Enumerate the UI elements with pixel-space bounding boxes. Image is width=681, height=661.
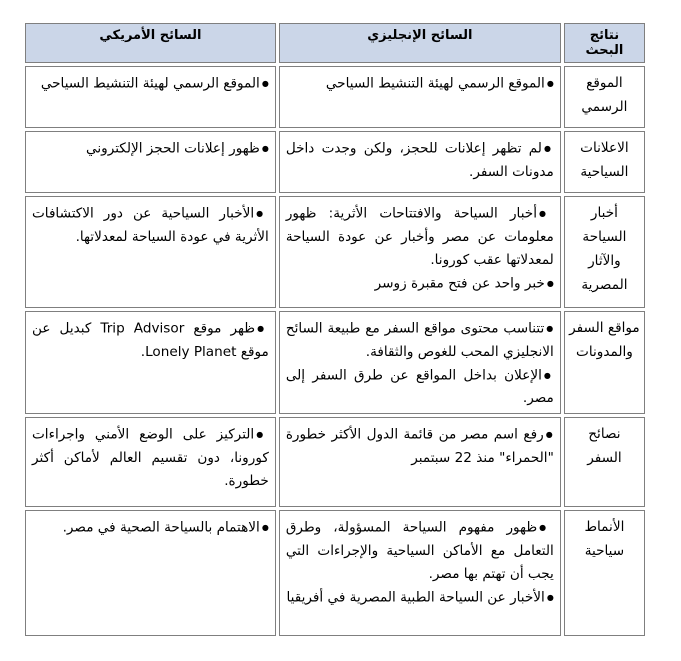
- bullet-item: ● لم تظهر إعلانات للحجز، ولكن وجدت داخل مدونات السفر.: [286, 137, 554, 184]
- header-row: [25, 23, 645, 63]
- category-line: السياحية: [580, 164, 629, 180]
- category-line: سياحية: [584, 543, 625, 559]
- american-cell: [25, 417, 276, 507]
- category-line: الرسمي: [581, 99, 628, 115]
- english-cell: [279, 417, 561, 507]
- bullet-item: ● الأخبار عن السياحة الطبية المصرية في أفريقيا: [286, 586, 554, 610]
- bullet-item: ● تتناسب محتوى مواقع السفر مع طبيعة السائح الانجليزي المحب للغوص والثقافة.: [286, 317, 554, 364]
- header-english-tourist: السائح الإنجليزي: [279, 23, 561, 63]
- row-category: [564, 417, 645, 507]
- row-category: [564, 131, 645, 193]
- english-cell: [279, 131, 561, 193]
- bullet-item: ● رفع اسم مصر من قائمة الدول الأكثر خطورة "الحمراء" منذ 22 سبتمبر: [286, 423, 554, 470]
- row-category: [564, 311, 645, 414]
- category-line: والمدونات: [576, 344, 633, 360]
- bullet-item: ● الاهتمام بالسياحة الصحية في مصر.: [32, 516, 269, 540]
- english-cell: [279, 510, 561, 636]
- category-line: الموقع: [586, 75, 623, 91]
- table-row: [25, 417, 645, 507]
- american-cell: [25, 66, 276, 128]
- bullet-item: ● الموقع الرسمي لهيئة التنشيط السياحي: [32, 72, 269, 96]
- header-results: نتائج البحث: [564, 23, 645, 63]
- bullet-item: ● ظهور إعلانات الحجز الإلكتروني: [32, 137, 269, 161]
- bullet-item: ● ظهر موقع Trip Advisor كبديل عن موقع Lonely Planet.: [32, 317, 269, 364]
- category-line: الأنماط: [584, 519, 625, 535]
- table-row: [25, 510, 645, 636]
- comparison-table-wrapper: [22, 20, 648, 639]
- comparison-table: [22, 20, 648, 639]
- category-line: والآثار: [588, 253, 621, 269]
- row-category: [564, 510, 645, 636]
- table-row: [25, 131, 645, 193]
- category-line: المصرية: [581, 277, 628, 293]
- bullet-item: ● الإعلان بداخل المواقع عن طرق السفر إلى مصر.: [286, 364, 554, 411]
- english-cell: [279, 66, 561, 128]
- header-american-tourist: السائح الأمريكي: [25, 23, 276, 63]
- bullet-item: ● الأخبار السياحية عن دور الاكتشافات الأثرية في عودة السياحة لمعدلاتها.: [32, 202, 269, 249]
- category-line: نصائح: [588, 426, 621, 442]
- table-row: [25, 311, 645, 414]
- table-row: [25, 196, 645, 308]
- category-line: مواقع السفر: [569, 320, 640, 336]
- row-category: [564, 196, 645, 308]
- bullet-item: ● ظهور مفهوم السياحة المسؤولة، وطرق التعامل مع الأماكن السياحية والإجراءات التي يجب أن تهتم بها مصر.: [286, 516, 554, 586]
- bullet-item: ● الموقع الرسمي لهيئة التنشيط السياحي: [286, 72, 554, 96]
- american-cell: [25, 196, 276, 308]
- american-cell: [25, 131, 276, 193]
- bullet-item: ● أخبار السياحة والافتتاحات الأثرية: ظهور معلومات عن مصر وأخبار عن عودة السياحة لمعدلاتها عقب كورونا.: [286, 202, 554, 272]
- english-cell: [279, 311, 561, 414]
- table-row: [25, 66, 645, 128]
- category-line: السياحة: [582, 229, 627, 245]
- american-cell: [25, 510, 276, 636]
- category-line: أخبار: [590, 205, 618, 221]
- bullet-item: ● خبر واحد عن فتح مقبرة زوسر: [286, 272, 554, 296]
- american-cell: [25, 311, 276, 414]
- row-category: [564, 66, 645, 128]
- category-line: الاعلانات: [580, 140, 629, 156]
- bullet-item: ● التركيز على الوضع الأمني واجراءات كورونا، دون تقسيم العالم لأماكن أكثر خطورة.: [32, 423, 269, 493]
- category-line: السفر: [587, 450, 622, 466]
- english-cell: [279, 196, 561, 308]
